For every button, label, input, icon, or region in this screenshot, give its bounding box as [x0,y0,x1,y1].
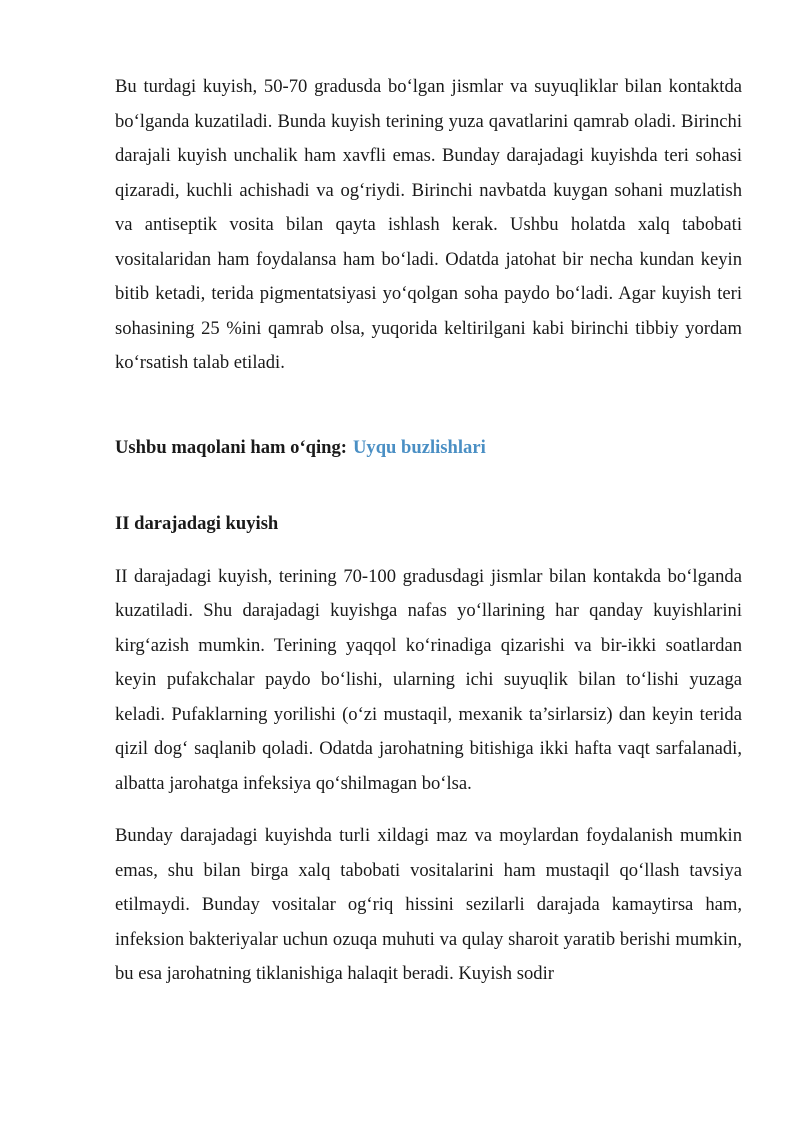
document-page [115,70,742,992]
paragraph-treatment-warning: Bunday darajadagi kuyishda turli xildagi maz va moylardan foydalanish mumkin emas, shu bilan birga xalq tabobati vositalarini ham mustaqil qo‘llash tavsiya etilmaydi. Bunday vositalar og‘riq hissini sezilarli darajada kamaytirsa ham, infeksion bakteriyalar uchun ozuqa muhuti va qulay sharoit yaratib berishi mumkin, bu esa jarohatning tiklanishiga halaqit beradi. Kuyish sodir [115,825,742,984]
paragraph-second-degree-burn: II darajadagi kuyish, terining 70-100 gradusdagi jismlar bilan kontakda bo‘lganda kuzatiladi. Shu darajadagi kuyishga nafas yo‘llarining har qanday kuyishlarini kirg‘azish mumkin. Terining yaqqol ko‘rinadiga qizarishi va bir-ikki soatlardan keyin pufakchalar paydo bo‘lishi, ularning ichi suyuqlik bilan to‘lishi yuzaga keladi. Pufaklarning yorilishi (o‘zi mustaqil, mexanik ta’sirlarsiz) dan keyin terida qizil dog‘ saqlanib qoladi. Odatda jarohatning bitishiga ikki hafta vaqt sarfalanadi, albatta jarohatga infeksiya qo‘shilmagan bo‘lsa. [115,565,742,794]
paragraph-first-degree-burn: Bu turdagi kuyish, 50-70 gradusda bo‘lgan jismlar va suyuqliklar bilan kontaktda bo‘lganda kuzatiladi. Bunda kuyish terining yuza qavatlarini qamrab oladi. Birinchi darajali kuyish unchalik ham xavfli emas. Bunday darajadagi kuyishda teri sohasi qizaradi, kuchli achishadi va og‘riydi. Birinchi navbatda kuygan sohani muzlatish va antiseptik vosita bilan qayta ishlash kerak. Ushbu holatda xalq tabobati vositalaridan ham foydalansa ham bo‘ladi. Odatda jatohat bir necha kundan keyin bitib ketadi, terida pigmentatsiyasi yo‘qolgan soha paydo bo‘ladi. Agar kuyish teri sohasining 25 %ini qamrab olsa, yuqorida keltirilgani kabi birinchi tibbiy yordam ko‘rsatish talab etiladi. [115,76,742,373]
section-heading: II darajadagi kuyish [115,513,279,534]
read-also-line [115,431,742,466]
read-also-link[interactable]: Uyqu buzlishlari [352,436,486,458]
read-also-label: Ushbu maqolani ham o‘qing: [115,436,347,458]
